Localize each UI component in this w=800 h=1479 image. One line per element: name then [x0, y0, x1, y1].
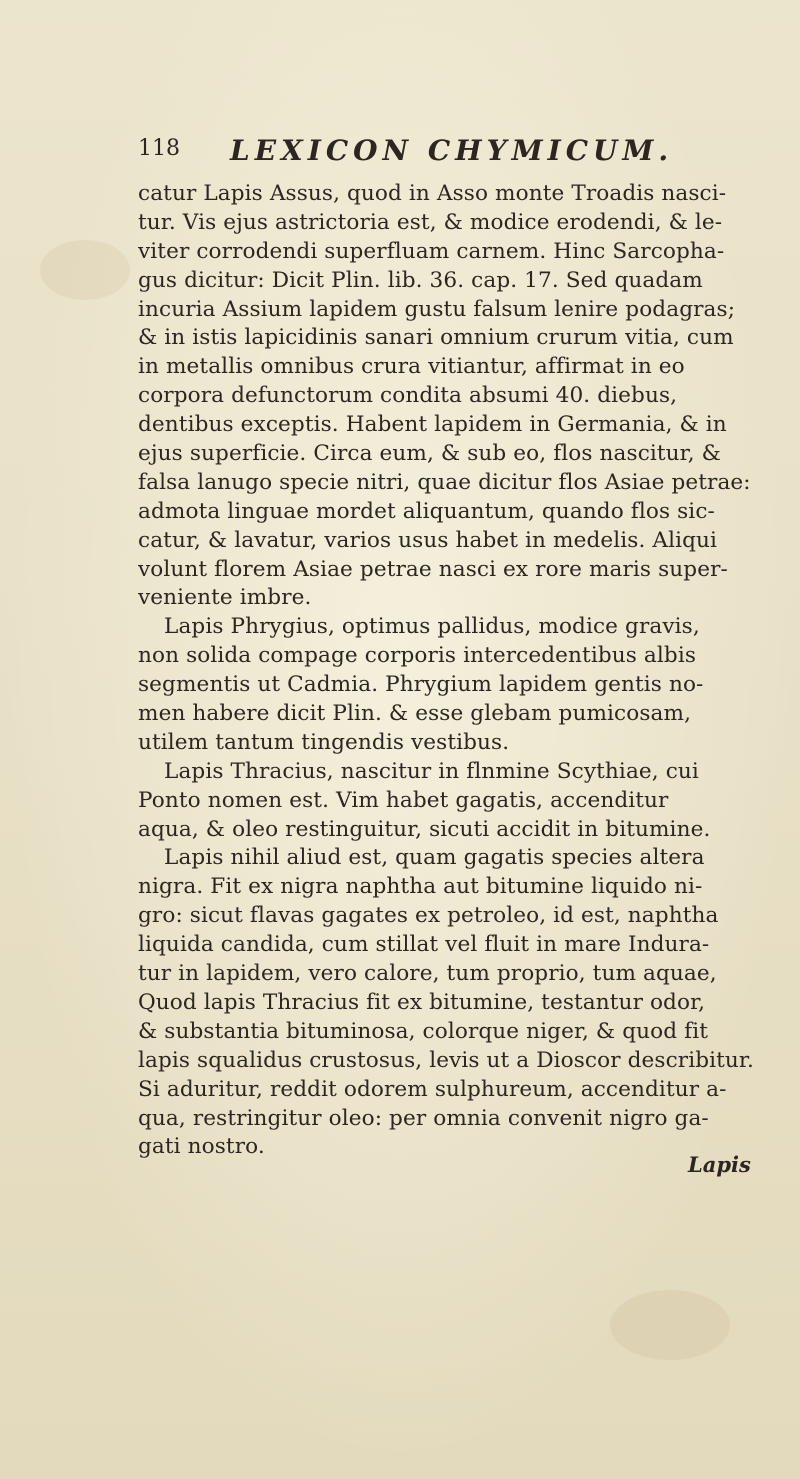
text-line: nigra. Fit ex nigra naphtha aut bitumine liquido ni- — [138, 874, 703, 900]
text-line: tur. Vis ejus astrictoria est, & modice erodendi, & le- — [138, 209, 723, 235]
text-line: ejus superficie. Circa eum, & sub eo, flos nascitur, & — [138, 441, 721, 467]
text-line: falsa lanugo specie nitri, quae dicitur flos Asiae petrae: — [138, 469, 751, 495]
text-line: Lapis Phrygius, optimus pallidus, modice gravis, — [164, 614, 700, 640]
text-line: corpora defunctorum condita absumi 40. diebus, — [138, 383, 678, 409]
text-line: qua, restringitur oleo: per omnia convenit nigro ga- — [138, 1105, 709, 1131]
text-line: viter corrodendi superfluam carnem. Hinc Sarcopha- — [138, 238, 725, 264]
text-line: in metallis omnibus crura vitiantur, affirmat in eo — [138, 354, 685, 380]
text-line: liquida candida, cum stillat vel fluit in mare Indura- — [138, 932, 710, 958]
text-line: & substantia bituminosa, colorque niger, & quod fit — [138, 1018, 709, 1044]
page-number: 118 — [138, 136, 180, 161]
paper-stain — [40, 240, 130, 300]
text-line: men habere dicit Plin. & esse glebam pumicosam, — [138, 701, 692, 727]
text-line: utilem tantum tingendis vestibus. — [138, 729, 510, 755]
text-line: dentibus exceptis. Habent lapidem in Germania, & in — [138, 412, 727, 438]
text-line: Lapis nihil aliud est, quam gagatis species altera — [164, 845, 705, 871]
text-line: aqua, & oleo restinguitur, sicuti accidit in bitumine. — [138, 816, 711, 842]
page-header — [138, 134, 788, 174]
text-line: & in istis lapicidinis sanari omnium crurum vitia, cum — [138, 325, 734, 351]
text-line: gro: sicut flavas gagates ex petroleo, id est, naphtha — [138, 903, 719, 929]
body-text — [138, 180, 778, 1162]
text-line: volunt florem Asiae petrae nasci ex rore maris super- — [138, 556, 728, 582]
text-line: admota linguae mordet aliquantum, quando flos sic- — [138, 498, 715, 524]
text-line: catur Lapis Assus, quod in Asso monte Troadis nasci- — [138, 181, 727, 206]
text-line: veniente imbre. — [138, 585, 312, 611]
text-line: Si aduritur, reddit odorem sulphureum, accenditur a- — [138, 1076, 727, 1102]
text-line: Lapis Thracius, nascitur in flnmine Scythiae, cui — [164, 758, 699, 784]
text-line: Quod lapis Thracius fit ex bitumine, testantur odor, — [138, 989, 706, 1015]
text-line: tur in lapidem, vero calore, tum proprio, tum aquae, — [138, 961, 717, 987]
running-title: LEXICON CHYMICUM. — [230, 134, 674, 167]
text-line: gati nostro. — [138, 1134, 265, 1160]
text-line: Ponto nomen est. Vim habet gagatis, accenditur — [138, 787, 669, 813]
text-line: catur, & lavatur, varios usus habet in medelis. Aliqui — [138, 527, 718, 553]
text-line: incuria Assium lapidem gustu falsum lenire podagras; — [138, 296, 736, 322]
text-line: gus dicitur: Dicit Plin. lib. 36. cap. 17. Sed quadam — [138, 267, 703, 293]
text-line: segmentis ut Cadmia. Phrygium lapidem gentis no- — [138, 672, 704, 698]
text-line: lapis squalidus crustosus, levis ut a Dioscor describitur. — [138, 1047, 754, 1073]
paper-stain — [610, 1290, 730, 1360]
catchword: Lapis — [688, 1152, 751, 1177]
text-line: non solida compage corporis intercedentibus albis — [138, 643, 697, 669]
